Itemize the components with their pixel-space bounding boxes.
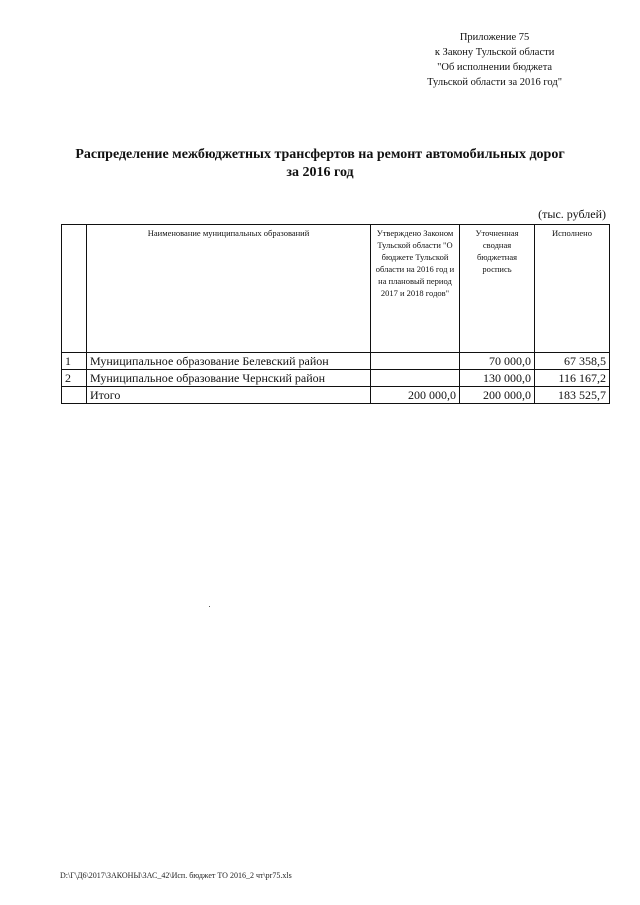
table-total-row — [62, 387, 610, 404]
scan-speck — [209, 606, 210, 607]
row-approved — [371, 353, 460, 370]
row-name: Муниципальное образование Белевский район — [87, 353, 371, 370]
row-index: 2 — [62, 370, 87, 387]
appendix-law-ref: к Закону Тульской области — [434, 47, 555, 58]
col-header-approved: Утверждено Законом Тульской области "О бюджете Тульской области на 2016 год и на плановый период 2017 и 2018 годов" — [371, 225, 460, 353]
total-approved: 200 000,0 — [371, 387, 460, 404]
row-index: 1 — [62, 353, 87, 370]
document-title-line2: за 2016 год — [286, 165, 354, 180]
appendix-law-title-1: "Об исполнении бюджета — [437, 62, 553, 73]
row-approved — [371, 370, 460, 387]
table-header-row — [62, 225, 610, 353]
document-title — [60, 146, 580, 182]
total-label: Итого — [87, 387, 371, 404]
row-refined: 70 000,0 — [460, 353, 535, 370]
total-index — [62, 387, 87, 404]
col-header-executed: Исполнено — [535, 225, 610, 353]
col-header-index — [62, 225, 87, 353]
col-header-name: Наименование муниципальных образований — [87, 225, 371, 353]
appendix-law-title-2: Тульской области за 2016 год" — [427, 77, 562, 88]
document-title-line1: Распределение межбюджетных трансфертов на ремонт автомобильных дорог — [75, 147, 565, 162]
transfers-table — [61, 224, 610, 404]
row-refined: 130 000,0 — [460, 370, 535, 387]
total-refined: 200 000,0 — [460, 387, 535, 404]
table-row — [62, 370, 610, 387]
row-executed: 67 358,5 — [535, 353, 610, 370]
row-name: Муниципальное образование Чернский район — [87, 370, 371, 387]
appendix-number: Приложение 75 — [459, 32, 530, 43]
units-label: (тыс. рублей) — [538, 207, 606, 221]
table-row — [62, 353, 610, 370]
file-path-footer: D:\Г\Д6\2017\ЗАКОНЫ\ЗАС_42\Исп. бюджет ТО 2016_2 чт\pr75.xls — [60, 871, 292, 880]
col-header-refined: Уточненная сводная бюджетная роспись — [460, 225, 535, 353]
total-executed: 183 525,7 — [535, 387, 610, 404]
row-executed: 116 167,2 — [535, 370, 610, 387]
appendix-header — [427, 30, 562, 90]
